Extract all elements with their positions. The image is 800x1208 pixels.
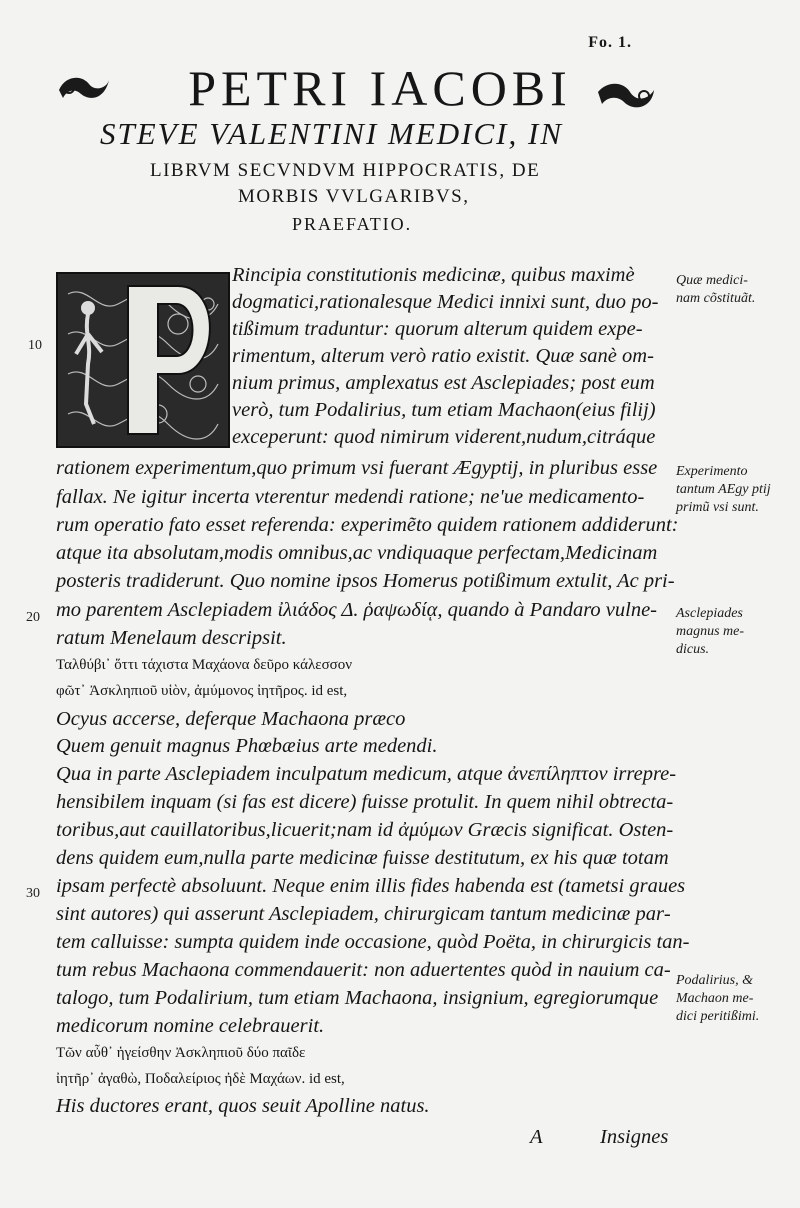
signature-mark: A (530, 1126, 543, 1148)
text-line: talogo, tum Podalirium, tum etiam Machaona, insignium, egregiorumque (56, 987, 659, 1009)
text-line: exceperunt: quod nimirum viderent,nudum,citráque (232, 426, 656, 448)
subtitle-author: STEVE VALENTINI MEDICI, IN (100, 116, 564, 151)
greek-verse-line: ἰητῆρ᾽ ἀγαθὼ, Ποδαλείριος ἠδὲ Μαχάων. id est, (56, 1071, 345, 1087)
main-title: PETRI IACOBI (188, 60, 572, 116)
text-line: posteris tradiderunt. Quo nomine ipsos Homerus potißimum extulit, Ac pri‑ (56, 570, 675, 592)
text-line: sint autores) qui asserunt Asclepiadem, chirurgicam tantum medicinæ par‑ (56, 903, 671, 925)
subtitle-book: LIBRVM SECVNDVM HIPPOCRATIS, DE (150, 160, 541, 181)
subtitle-topic: MORBIS VVLGARIBVS, (238, 186, 470, 207)
text-line: nium primus, amplexatus est Asclepiades; post eum (232, 372, 655, 394)
text-line: hensibilem inquam (si fas est dicere) fuisse protulit. In quem nihil obtrecta‑ (56, 791, 674, 813)
right-ornament-icon (594, 78, 658, 114)
text-line: verò, tum Podalirius, tum etiam Machaon(eius filij) (232, 399, 656, 421)
text-line: Rincipia constitutionis medicinæ, quibus maximè (232, 264, 635, 286)
greek-verse-line: Ταλθύβι᾽ ὅττι τάχιστα Μαχάονα δεῦρο κάλεσσον (56, 657, 353, 673)
line-number: 30 (26, 886, 40, 901)
text-line: fallax. Ne igitur incerta vterentur medendi ratione; ne'ue medicamento‑ (56, 486, 645, 508)
text-line: toribus,aut cauillatoribus,licuerit;nam id ἀμύμων Græcis significat. Osten‑ (56, 819, 674, 841)
decorated-initial-p (56, 272, 230, 448)
text-line: rum operatio fato esset referenda: experimẽto quidem rationem addiderunt: (56, 514, 679, 536)
folio-number: Fo. 1. (588, 34, 632, 51)
text-line: Qua in parte Asclepiadem inculpatum medicum, atque ἀνεπίληπτον irrepre‑ (56, 763, 677, 785)
text-line: His ductores erant, quos seuit Apolline natus. (56, 1095, 430, 1117)
decorated-initial-icon (58, 274, 228, 446)
margin-note: Quæ medici‑ nam cõstituãt. (676, 273, 756, 306)
margin-note: Podalirius, & Machaon me‑ dici peritißimi. (676, 973, 760, 1024)
text-line: mo parentem Asclepiadem ἰλιάδος Δ. ῥαψωδίᾳ, quando à Pandaro vulne‑ (56, 599, 658, 621)
greek-verse-line: Τῶν αὖθ᾽ ἡγείσθην Ἀσκληπιοῦ δύο παῖδε (56, 1045, 306, 1061)
preface-heading: PRAEFATIO. (292, 214, 413, 234)
greek-verse-line: φῶτ᾽ Ἀσκληπιοῦ υἱὸν, ἀμύμονος ἰητῆρος. id est, (56, 683, 348, 699)
text-line: tum rebus Machaona commendauerit: non aduertentes quòd in nauium ca‑ (56, 959, 671, 981)
text-line: tem calluisse: sumpta quidem inde occasione, quòd Poëta, in chirurgicis tan‑ (56, 931, 690, 953)
text-line: ratum Menelaum descripsit. (56, 627, 287, 649)
text-line: tißimum traduntur: quorum alterum quidem expe‑ (232, 318, 643, 340)
text-line: Quem genuit magnus Phœbæius arte medendi. (56, 735, 438, 757)
line-number: 20 (26, 610, 40, 625)
text-line: Ocyus accerse, deferque Machaona præco (56, 708, 406, 730)
text-line: atque ita absolutam,modis omnibus,ac vndiquaque perfectam,Medicinam (56, 542, 658, 564)
line-number: 10 (28, 338, 42, 353)
text-line: ipsam perfectè absoluunt. Neque enim illis fides habenda est (tametsi graues (56, 875, 686, 897)
text-line: dogmatici,rationalesque Medici innixi sunt, duo po‑ (232, 291, 659, 313)
catchword: Insignes (600, 1126, 669, 1148)
text-line: dens quidem eum,nulla parte medicinæ fuisse destitutum, ex his quæ totam (56, 847, 669, 869)
text-line: rimentum, alterum verò ratio existit. Quæ sanè om‑ (232, 345, 654, 367)
text-line: medicorum nomine celebrauerit. (56, 1015, 325, 1037)
margin-note: Experimento tantum AEgy ptij primũ vsi sunt. (676, 464, 771, 515)
text-line: rationem experimentum,quo primum vsi fuerant Ægyptij, in pluribus esse (56, 457, 658, 479)
margin-note: Asclepiades magnus me‑ dicus. (676, 606, 745, 657)
